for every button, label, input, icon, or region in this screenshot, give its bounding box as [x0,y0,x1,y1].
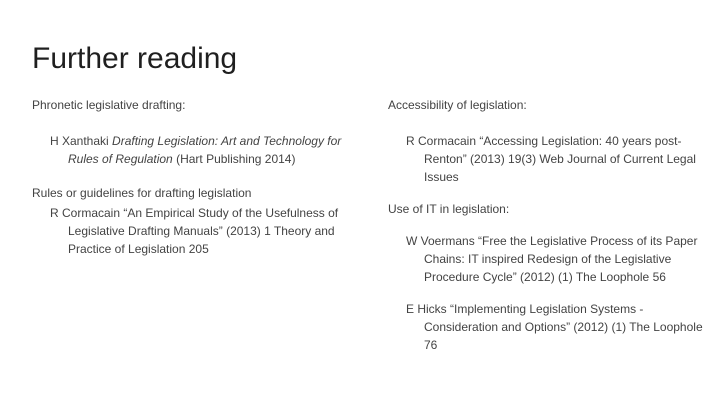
right-column [388,96,703,354]
reference-cormacain-manuals: R Cormacain “An Empirical Study of the Usefulness of Legislative Drafting Manuals” (2013) 1 Theory and Practice of Legislation 205 [50,206,339,256]
left-column [32,96,362,258]
reference-hicks: E Hicks “Implementing Legislation Systems - Consideration and Options” (2012) (1) The Loophole 76 [406,302,703,352]
slide-title: Further reading [32,42,238,75]
heading-phronetic-drafting: Phronetic legislative drafting: [32,98,186,112]
heading-accessibility: Accessibility of legislation: [388,98,527,112]
heading-drafting-rules: Rules or guidelines for drafting legislation [32,186,252,200]
reference-publisher: (Hart Publishing 2014) [172,152,296,166]
heading-it-legislation: Use of IT in legislation: [388,202,510,216]
reference-voermans: W Voermans “Free the Legislative Process of its Paper Chains: IT inspired Redesign of the Legislative Procedure Cycle” (2012) (1) The Loophole 56 [406,234,698,284]
reference-author: H Xanthaki [50,134,113,148]
reference-book-title: Drafting Legislation: Art and Technology for Rules of Regulation [68,134,342,166]
reference-xanthaki [50,132,360,168]
reference-cormacain-accessing: R Cormacain “Accessing Legislation: 40 years post-Renton” (2013) 19(3) Web Journal of Current Legal Issues [406,134,696,184]
